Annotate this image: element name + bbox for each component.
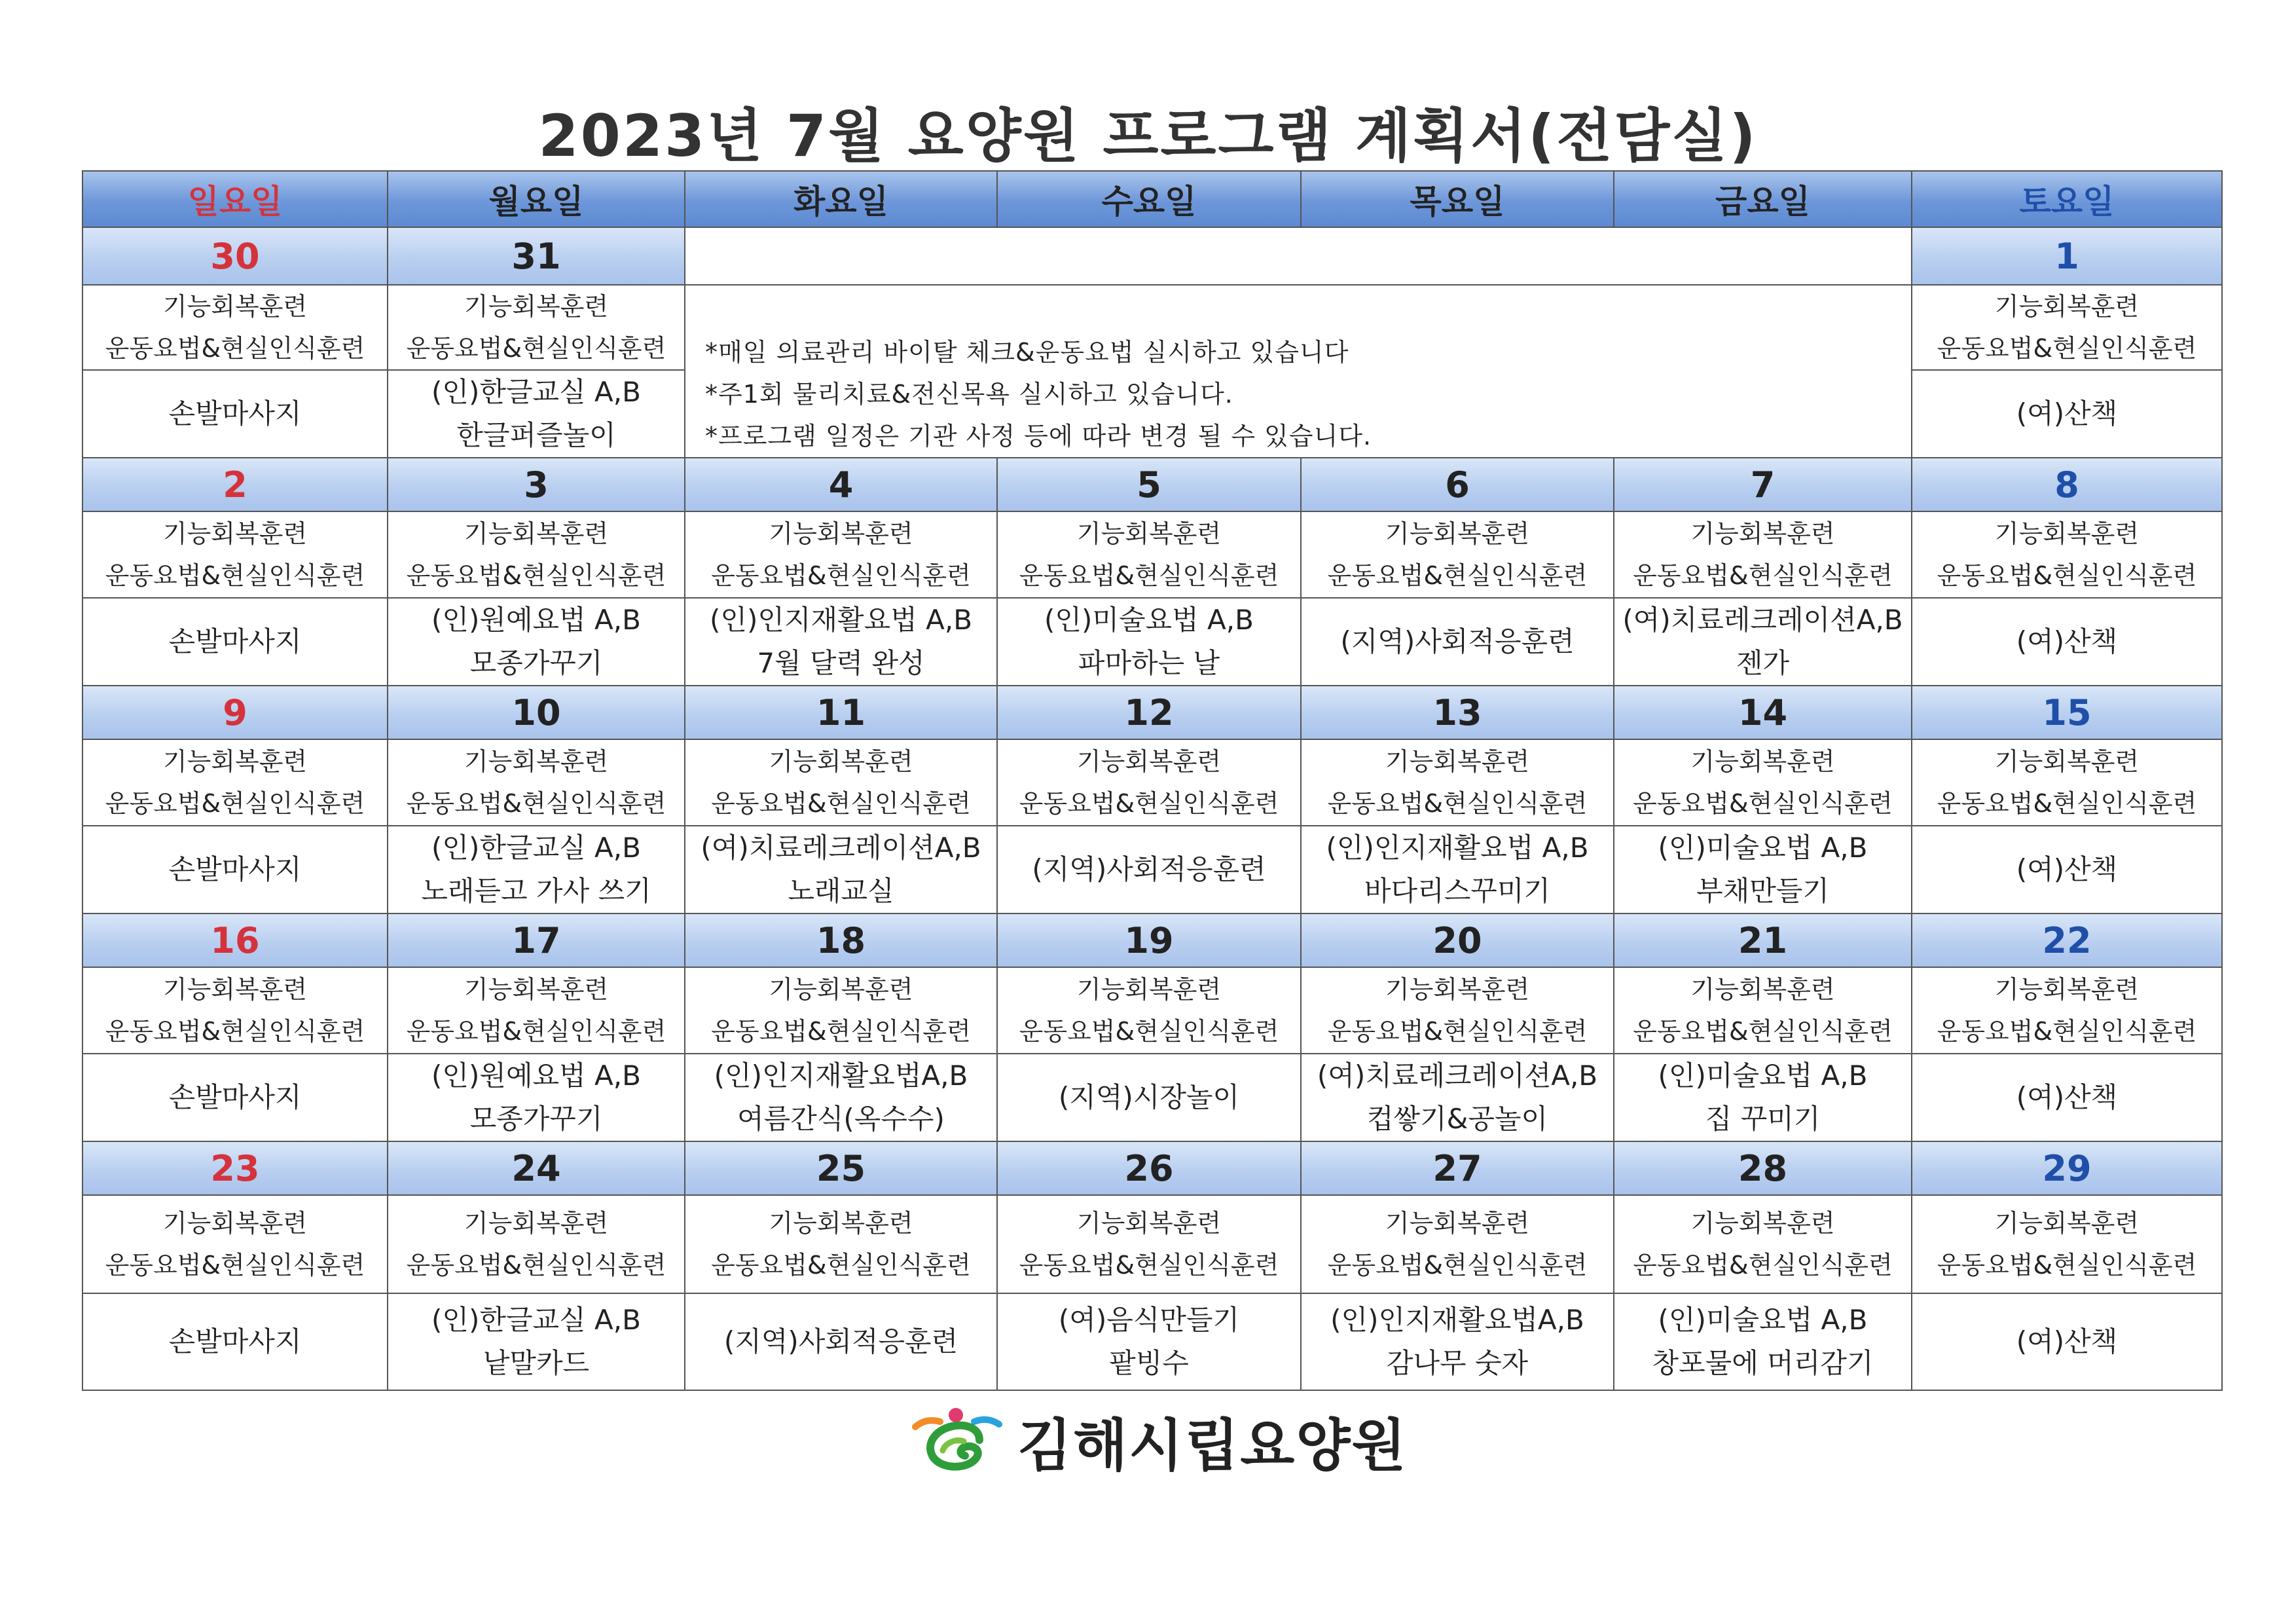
program-line-exercise: 운동요법&현실인식훈련 xyxy=(1633,1017,1893,1046)
program-row xyxy=(82,1195,2222,1293)
activity-cell xyxy=(388,1054,685,1141)
program-line-rehab: 기능회복훈련 xyxy=(769,747,913,776)
activity-line: (인)인지재활요법A,B xyxy=(714,1060,968,1092)
daily-program-cell xyxy=(685,511,997,598)
activity-line: (인)미술요법 A,B xyxy=(1658,832,1868,864)
activity-line: (인)한글교실 A,B xyxy=(431,376,641,408)
activity-cell xyxy=(1614,1293,1912,1390)
program-line-rehab: 기능회복훈련 xyxy=(1690,975,1835,1004)
date-cell-monday: 31 xyxy=(388,227,685,285)
activity-line: (지역)시장놀이 xyxy=(1058,1081,1240,1113)
program-line-rehab: 기능회복훈련 xyxy=(1994,747,2140,776)
date-cell-sunday: 16 xyxy=(82,913,388,967)
activity-line: (인)한글교실 A,B xyxy=(431,1304,641,1336)
date-cell-saturday: 1 xyxy=(1912,227,2222,285)
program-line-rehab: 기능회복훈련 xyxy=(1690,1209,1835,1238)
daily-program-cell xyxy=(997,511,1301,598)
program-line-rehab: 기능회복훈련 xyxy=(1076,747,1222,776)
activity-row xyxy=(82,1054,2222,1141)
date-cell-wednesday: 26 xyxy=(997,1141,1301,1195)
activity-cell xyxy=(1912,826,2222,913)
program-line-rehab: 기능회복훈련 xyxy=(1994,519,2140,548)
activity-cell xyxy=(1614,1054,1912,1141)
program-line-exercise: 운동요법&현실인식훈련 xyxy=(1937,1017,2197,1046)
daily-program-cell xyxy=(388,739,685,826)
activity-line: (여)산책 xyxy=(2016,397,2118,430)
daily-program-cell xyxy=(1301,967,1614,1054)
daily-program-cell xyxy=(1912,739,2222,826)
activity-cell xyxy=(685,1054,997,1141)
daily-program-cell xyxy=(997,1195,1301,1293)
date-cell-thursday: 27 xyxy=(1301,1141,1614,1195)
activity-cell xyxy=(1614,826,1912,913)
date-cell-sunday: 30 xyxy=(82,227,388,285)
activity-cell xyxy=(1301,1293,1614,1390)
program-line-exercise: 운동요법&현실인식훈련 xyxy=(1633,561,1893,590)
daily-program-cell xyxy=(388,285,685,370)
daily-program-cell xyxy=(1301,511,1614,598)
program-line-exercise: 운동요법&현실인식훈련 xyxy=(1327,1251,1588,1280)
daily-program-cell xyxy=(82,285,388,370)
program-line-rehab: 기능회복훈련 xyxy=(1994,292,2140,321)
program-line-rehab: 기능회복훈련 xyxy=(1994,1209,2140,1238)
daily-program-cell xyxy=(997,967,1301,1054)
date-cell-thursday: 13 xyxy=(1301,686,1614,739)
daily-program-cell xyxy=(82,739,388,826)
program-line-exercise: 운동요법&현실인식훈련 xyxy=(711,1017,971,1046)
activity-cell xyxy=(388,1293,685,1390)
activity-line: (인)인지재활요법 A,B xyxy=(1326,832,1589,864)
date-row xyxy=(82,458,2222,511)
activity-cell xyxy=(997,1293,1301,1390)
activity-cell xyxy=(82,598,388,686)
date-cell-tuesday: 18 xyxy=(685,913,997,967)
activity-line: 7월 달력 완성 xyxy=(757,647,925,679)
weekday-friday: 금요일 xyxy=(1614,171,1912,227)
activity-line: 집 꾸미기 xyxy=(1705,1103,1821,1135)
activity-line: 창포물에 머리감기 xyxy=(1652,1347,1874,1379)
activity-cell xyxy=(997,1054,1301,1141)
program-line-rehab: 기능회복훈련 xyxy=(1385,1209,1530,1238)
program-line-rehab: 기능회복훈련 xyxy=(1994,975,2140,1004)
daily-program-cell xyxy=(82,511,388,598)
daily-program-cell xyxy=(997,739,1301,826)
program-line-exercise: 운동요법&현실인식훈련 xyxy=(711,1251,971,1280)
activity-line: 바다리스꾸미기 xyxy=(1364,875,1550,907)
program-line-rehab: 기능회복훈련 xyxy=(769,519,913,548)
activity-cell xyxy=(388,370,685,458)
program-line-exercise: 운동요법&현실인식훈련 xyxy=(1937,561,2197,590)
date-cell-monday: 3 xyxy=(388,458,685,511)
program-line-exercise: 운동요법&현실인식훈련 xyxy=(1019,1251,1279,1280)
program-line-exercise: 운동요법&현실인식훈련 xyxy=(105,789,365,818)
program-line-exercise: 운동요법&현실인식훈련 xyxy=(1327,789,1588,818)
activity-line: (인)원예요법 A,B xyxy=(431,604,641,636)
activity-line: 손발마사지 xyxy=(168,397,302,430)
date-cell-wednesday: 19 xyxy=(997,913,1301,967)
date-cell-sunday: 23 xyxy=(82,1141,388,1195)
activity-cell xyxy=(1301,826,1614,913)
activity-row xyxy=(82,826,2222,913)
program-line-rehab: 기능회복훈련 xyxy=(769,975,913,1004)
activity-cell xyxy=(388,598,685,686)
activity-row xyxy=(82,1293,2222,1390)
activity-line: (여)치료레크레이션A,B xyxy=(701,832,981,864)
date-cell-monday: 10 xyxy=(388,686,685,739)
weekday-sunday: 일요일 xyxy=(82,171,388,227)
program-line-rehab: 기능회복훈련 xyxy=(162,519,308,548)
weekday-tuesday: 화요일 xyxy=(685,171,997,227)
date-cell-saturday: 29 xyxy=(1912,1141,2222,1195)
daily-program-cell xyxy=(1912,967,2222,1054)
activity-line: 젠가 xyxy=(1736,647,1790,679)
program-line-exercise: 운동요법&현실인식훈련 xyxy=(105,334,365,363)
program-line-exercise: 운동요법&현실인식훈련 xyxy=(1937,789,2197,818)
activity-cell xyxy=(685,598,997,686)
program-line-exercise: 운동요법&현실인식훈련 xyxy=(1327,561,1588,590)
program-row xyxy=(82,967,2222,1054)
activity-line: 부채만들기 xyxy=(1696,875,1829,907)
program-line-exercise: 운동요법&현실인식훈련 xyxy=(1019,561,1279,590)
activity-line: (여)산책 xyxy=(2016,1081,2118,1113)
date-cell-monday: 17 xyxy=(388,913,685,967)
activity-line: (여)산책 xyxy=(2016,853,2118,885)
activity-cell xyxy=(82,1293,388,1390)
weekday-header-row xyxy=(82,171,2222,227)
activity-line: (여)산책 xyxy=(2016,1325,2118,1357)
activity-cell xyxy=(388,826,685,913)
date-cell-tuesday: 11 xyxy=(685,686,997,739)
program-line-exercise: 운동요법&현실인식훈련 xyxy=(1937,334,2197,363)
activity-line: (인)미술요법 A,B xyxy=(1658,1060,1868,1092)
daily-program-cell xyxy=(1912,285,2222,370)
date-cell-saturday: 22 xyxy=(1912,913,2222,967)
date-cell-sunday: 9 xyxy=(82,686,388,739)
program-line-exercise: 운동요법&현실인식훈련 xyxy=(1327,1017,1588,1046)
daily-program-cell xyxy=(1614,967,1912,1054)
program-line-rehab: 기능회복훈련 xyxy=(1385,519,1530,548)
program-line-rehab: 기능회복훈련 xyxy=(162,975,308,1004)
program-line-rehab: 기능회복훈련 xyxy=(464,1209,609,1238)
date-row xyxy=(82,686,2222,739)
daily-program-cell xyxy=(685,1195,997,1293)
date-row xyxy=(82,913,2222,967)
daily-program-cell xyxy=(1614,511,1912,598)
date-cell-friday: 7 xyxy=(1614,458,1912,511)
activity-cell xyxy=(1912,598,2222,686)
activity-line: (지역)사회적응훈련 xyxy=(723,1325,958,1357)
date-cell-tuesday: 25 xyxy=(685,1141,997,1195)
program-line-exercise: 운동요법&현실인식훈련 xyxy=(711,561,971,590)
program-line-rehab: 기능회복훈련 xyxy=(1076,1209,1222,1238)
date-cell-monday: 24 xyxy=(388,1141,685,1195)
daily-program-cell xyxy=(685,967,997,1054)
daily-program-cell xyxy=(1912,511,2222,598)
date-cell-saturday: 15 xyxy=(1912,686,2222,739)
date-cell-thursday: 6 xyxy=(1301,458,1614,511)
activity-line: 손발마사지 xyxy=(168,625,302,657)
program-line-rehab: 기능회복훈련 xyxy=(464,975,609,1004)
program-line-exercise: 운동요법&현실인식훈련 xyxy=(105,561,365,590)
program-line-rehab: 기능회복훈련 xyxy=(1385,747,1530,776)
program-line-rehab: 기능회복훈련 xyxy=(464,519,609,548)
program-row xyxy=(82,285,2222,370)
activity-line: (인)인지재활요법A,B xyxy=(1330,1304,1584,1336)
program-line-exercise: 운동요법&현실인식훈련 xyxy=(1937,1251,2197,1280)
daily-program-cell xyxy=(1301,739,1614,826)
activity-line: 노래듣고 가사 쓰기 xyxy=(421,875,651,907)
activity-line: 감나무 숫자 xyxy=(1386,1347,1529,1379)
program-line-exercise: 운동요법&현실인식훈련 xyxy=(711,789,971,818)
activity-line: (여)음식만들기 xyxy=(1058,1304,1240,1336)
notice-line: *주1회 물리치료&전신목욕 실시하고 있습니다. xyxy=(705,380,1233,409)
daily-program-cell xyxy=(1614,1195,1912,1293)
program-line-exercise: 운동요법&현실인식훈련 xyxy=(1019,1017,1279,1046)
date-cell-friday: 21 xyxy=(1614,913,1912,967)
program-line-rehab: 기능회복훈련 xyxy=(1690,519,1835,548)
program-line-exercise: 운동요법&현실인식훈련 xyxy=(1633,789,1893,818)
activity-line: (여)산책 xyxy=(2016,625,2118,657)
activity-line: (인)인지재활요법 A,B xyxy=(709,604,973,636)
program-line-exercise: 운동요법&현실인식훈련 xyxy=(406,789,666,818)
institution-name: 김해시립요양원 xyxy=(1017,1413,1408,1479)
program-line-exercise: 운동요법&현실인식훈련 xyxy=(105,1251,365,1280)
activity-cell xyxy=(1912,1293,2222,1390)
program-line-rehab: 기능회복훈련 xyxy=(464,747,609,776)
activity-line: 손발마사지 xyxy=(168,1081,302,1113)
date-cell-tuesday: 4 xyxy=(685,458,997,511)
weekday-monday: 월요일 xyxy=(388,171,685,227)
page-title: 2023년 7월 요양원 프로그램 계획서(전담실) xyxy=(538,102,1758,170)
program-line-exercise: 운동요법&현실인식훈련 xyxy=(105,1017,365,1046)
date-cell-friday: 14 xyxy=(1614,686,1912,739)
program-line-rehab: 기능회복훈련 xyxy=(162,292,308,321)
activity-line: (여)치료레크레이션A,B xyxy=(1622,604,1903,636)
footer xyxy=(903,1401,1408,1480)
activity-line: 컵쌓기&공놀이 xyxy=(1366,1103,1548,1135)
program-line-exercise: 운동요법&현실인식훈련 xyxy=(406,334,666,363)
weekday-saturday: 토요일 xyxy=(1912,171,2222,227)
activity-cell xyxy=(1301,598,1614,686)
date-cell-wednesday: 12 xyxy=(997,686,1301,739)
activity-cell xyxy=(82,1054,388,1141)
program-line-exercise: 운동요법&현실인식훈련 xyxy=(1019,789,1279,818)
activity-cell xyxy=(997,826,1301,913)
activity-cell xyxy=(1912,1054,2222,1141)
date-cell-sunday: 2 xyxy=(82,458,388,511)
notice-box xyxy=(685,285,1912,458)
daily-program-cell xyxy=(1912,1195,2222,1293)
daily-program-cell xyxy=(685,739,997,826)
activity-line: (인)원예요법 A,B xyxy=(431,1060,641,1092)
daily-program-cell xyxy=(82,967,388,1054)
activity-row xyxy=(82,598,2222,686)
daily-program-cell xyxy=(1614,739,1912,826)
activity-cell xyxy=(82,826,388,913)
activity-line: (여)치료레크레이션A,B xyxy=(1317,1060,1598,1092)
program-line-rehab: 기능회복훈련 xyxy=(1076,975,1222,1004)
activity-line: 노래교실 xyxy=(788,875,894,907)
date-cell-saturday: 8 xyxy=(1912,458,2222,511)
program-line-exercise: 운동요법&현실인식훈련 xyxy=(406,1017,666,1046)
date-cell-thursday: 20 xyxy=(1301,913,1614,967)
activity-line: 모종가꾸기 xyxy=(469,1103,603,1135)
activity-line: (인)한글교실 A,B xyxy=(431,832,641,864)
program-row xyxy=(82,511,2222,598)
daily-program-cell xyxy=(388,967,685,1054)
activity-line: (인)미술요법 A,B xyxy=(1658,1304,1868,1336)
activity-line: 파마하는 날 xyxy=(1078,647,1220,679)
activity-cell xyxy=(685,826,997,913)
daily-program-cell xyxy=(1301,1195,1614,1293)
date-cell-friday: 28 xyxy=(1614,1141,1912,1195)
notice-line: *매일 의료관리 바이탈 체크&운동요법 실시하고 있습니다 xyxy=(705,338,1349,367)
activity-cell xyxy=(1912,370,2222,458)
program-line-exercise: 운동요법&현실인식훈련 xyxy=(406,561,666,590)
weekday-thursday: 목요일 xyxy=(1301,171,1614,227)
activity-cell xyxy=(1301,1054,1614,1141)
activity-line: 팥빙수 xyxy=(1109,1347,1189,1379)
program-line-rehab: 기능회복훈련 xyxy=(769,1209,913,1238)
date-cell-wednesday: 5 xyxy=(997,458,1301,511)
activity-line: 손발마사지 xyxy=(168,1325,302,1357)
activity-line: 손발마사지 xyxy=(168,853,302,885)
activity-line: 낱말카드 xyxy=(483,1347,590,1379)
activity-line: (인)미술요법 A,B xyxy=(1044,604,1254,636)
program-line-rehab: 기능회복훈련 xyxy=(1385,975,1530,1004)
date-row xyxy=(82,1141,2222,1195)
program-line-rehab: 기능회복훈련 xyxy=(1690,747,1835,776)
activity-cell xyxy=(685,1293,997,1390)
notice-line: *프로그램 일정은 기관 사정 등에 따라 변경 될 수 있습니다. xyxy=(705,422,1372,451)
program-line-exercise: 운동요법&현실인식훈련 xyxy=(406,1251,666,1280)
activity-line: 한글퍼즐놀이 xyxy=(456,419,616,451)
program-line-exercise: 운동요법&현실인식훈련 xyxy=(1633,1251,1893,1280)
activity-cell xyxy=(1614,598,1912,686)
program-line-rehab: 기능회복훈련 xyxy=(1076,519,1222,548)
activity-line: (지역)사회적응훈련 xyxy=(1032,853,1266,885)
program-line-rehab: 기능회복훈련 xyxy=(464,292,609,321)
program-line-rehab: 기능회복훈련 xyxy=(162,1209,308,1238)
activity-line: 모종가꾸기 xyxy=(469,647,603,679)
program-line-rehab: 기능회복훈련 xyxy=(162,747,308,776)
date-row xyxy=(82,227,2222,285)
program-calendar xyxy=(82,170,2223,1391)
daily-program-cell xyxy=(388,511,685,598)
daily-program-cell xyxy=(388,1195,685,1293)
gimhae-city-logo-icon xyxy=(903,1405,1008,1477)
activity-cell xyxy=(82,370,388,458)
activity-line: (지역)사회적응훈련 xyxy=(1340,625,1575,657)
daily-program-cell xyxy=(82,1195,388,1293)
program-row xyxy=(82,739,2222,826)
activity-line: 여름간식(옥수수) xyxy=(737,1103,945,1135)
weekday-wednesday: 수요일 xyxy=(997,171,1301,227)
date-cell-empty xyxy=(685,227,1912,285)
activity-cell xyxy=(997,598,1301,686)
